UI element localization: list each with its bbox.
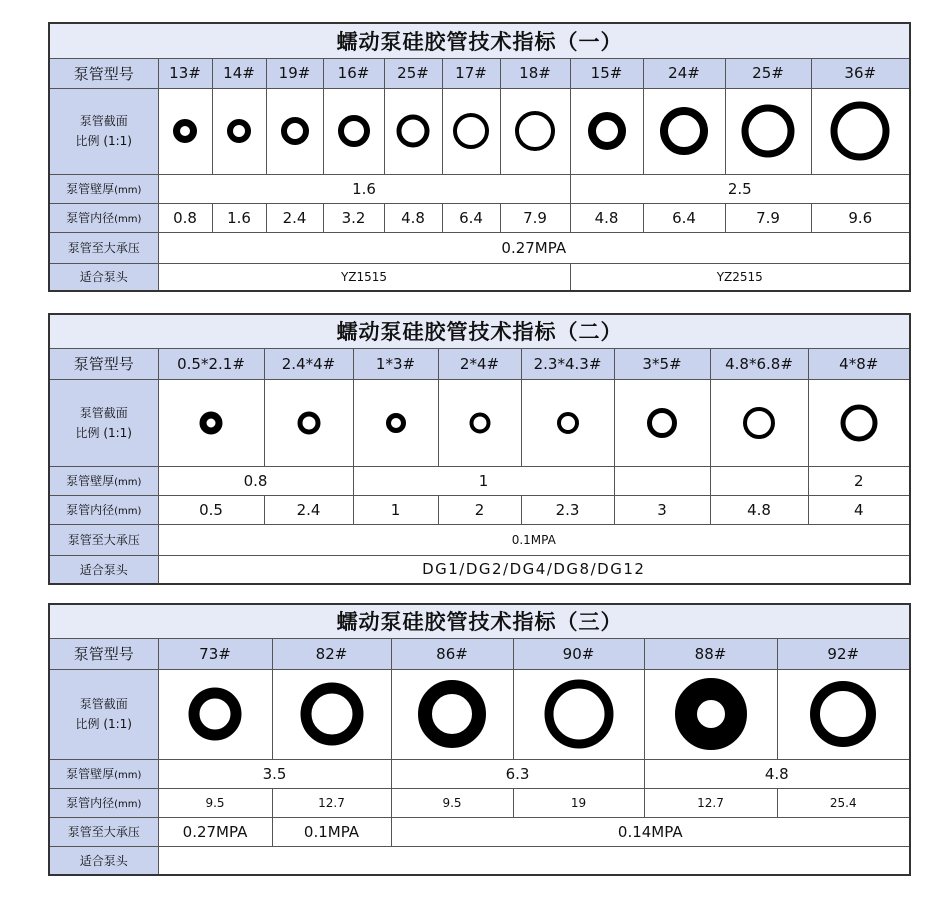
- tube-cross-section: [295, 409, 323, 437]
- tube-cross-section: [808, 679, 878, 749]
- wall-value: 4.8: [644, 759, 910, 788]
- inner-value: 2.4: [266, 203, 323, 232]
- tube-cross-section: [335, 112, 373, 150]
- pumphead-value: YZ1515: [158, 263, 570, 291]
- row-label-pressure: 泵管至大承压: [49, 524, 158, 555]
- model-cell: 88#: [644, 638, 777, 669]
- tube-cross-section: [512, 108, 558, 154]
- inner-label: 泵管内径: [66, 211, 115, 225]
- tube-cross-section: [298, 680, 366, 748]
- model-cell: 1*3#: [353, 348, 438, 379]
- pumphead-value: YZ2515: [570, 263, 910, 291]
- cross-section-cell: [158, 669, 272, 759]
- model-cell: 4*8#: [808, 348, 910, 379]
- inner-value: 2: [438, 495, 521, 524]
- cross-section-cell: [644, 669, 777, 759]
- section-label-line2: 比例 (1:1): [75, 717, 132, 731]
- model-cell: 2*4#: [438, 348, 521, 379]
- inner-value: 25.4: [777, 788, 910, 817]
- inner-value: 0.8: [158, 203, 212, 232]
- inner-value: 12.7: [644, 788, 777, 817]
- row-label-model: 泵管型号: [49, 638, 158, 669]
- row-label-pumphead: 适合泵头: [49, 263, 158, 291]
- section-label-line1: 泵管截面: [79, 697, 128, 711]
- inner-value: 19: [513, 788, 644, 817]
- pressure-value: 0.27MPA: [158, 817, 272, 846]
- tube-cross-section: [186, 685, 244, 743]
- tube-cross-section: [450, 110, 492, 152]
- cross-section-cell: [158, 379, 264, 466]
- model-cell: 36#: [811, 58, 910, 88]
- unit-label: (mm): [114, 214, 142, 225]
- cross-section-cell: [513, 669, 644, 759]
- model-cell: 2.3*4.3#: [521, 348, 614, 379]
- inner-value: 4.8: [384, 203, 442, 232]
- inner-value: 2.4: [264, 495, 353, 524]
- unit-label: (mm): [114, 185, 142, 196]
- cross-section-cell: [266, 88, 323, 174]
- cross-section-cell: [570, 88, 643, 174]
- model-cell: 2.4*4#: [264, 348, 353, 379]
- unit-label: (mm): [114, 477, 142, 488]
- table-title: 蠕动泵硅胶管技术指标（三）: [49, 604, 910, 638]
- tube-cross-section: [838, 402, 880, 444]
- row-label-wall: [49, 466, 158, 495]
- cross-section-cell: [643, 88, 725, 174]
- tube-cross-section: [384, 411, 408, 435]
- model-cell: 14#: [212, 58, 266, 88]
- row-label-section: [49, 669, 158, 759]
- model-cell: 24#: [643, 58, 725, 88]
- inner-value: 0.5: [158, 495, 264, 524]
- inner-value: 6.4: [442, 203, 500, 232]
- wall-value: 6.3: [391, 759, 644, 788]
- model-cell: 13#: [158, 58, 212, 88]
- cross-section-cell: [777, 669, 910, 759]
- cross-section-cell: [272, 669, 391, 759]
- row-label-model: 泵管型号: [49, 58, 158, 88]
- tube-cross-section: [738, 101, 798, 161]
- row-label-inner: [49, 495, 158, 524]
- cross-section-cell: [438, 379, 521, 466]
- model-cell: 15#: [570, 58, 643, 88]
- model-cell: 3*5#: [614, 348, 710, 379]
- tube-cross-section: [542, 677, 616, 751]
- inner-label: 泵管内径: [66, 796, 115, 810]
- tube-cross-section: [656, 103, 712, 159]
- tube-cross-section: [585, 109, 629, 153]
- inner-value: 3: [614, 495, 710, 524]
- cross-section-cell: [710, 379, 808, 466]
- model-cell: 18#: [500, 58, 570, 88]
- pressure-value: 0.14MPA: [391, 817, 910, 846]
- cross-section-cell: [264, 379, 353, 466]
- cross-section-cell: [158, 88, 212, 174]
- model-cell: 90#: [513, 638, 644, 669]
- spec-table-3: [48, 603, 911, 876]
- inner-value: 4: [808, 495, 910, 524]
- pressure-value: 0.1MPA: [272, 817, 391, 846]
- table-title: 蠕动泵硅胶管技术指标（一）: [49, 23, 910, 58]
- cross-section-cell: [442, 88, 500, 174]
- wall-label: 泵管壁厚: [66, 474, 115, 488]
- spec-table-2: [48, 313, 911, 585]
- unit-label: (mm): [114, 770, 142, 781]
- inner-value: 12.7: [272, 788, 391, 817]
- model-cell: 73#: [158, 638, 272, 669]
- tube-cross-section: [467, 410, 493, 436]
- inner-value: 7.9: [725, 203, 811, 232]
- tube-cross-section: [278, 114, 312, 148]
- section-label-line1: 泵管截面: [79, 114, 128, 128]
- tube-cross-section: [393, 111, 433, 151]
- row-label-section: [49, 379, 158, 466]
- unit-label: (mm): [114, 799, 142, 810]
- inner-value: 6.4: [643, 203, 725, 232]
- inner-value: 1.6: [212, 203, 266, 232]
- model-cell: 25#: [384, 58, 442, 88]
- cross-section-cell: [614, 379, 710, 466]
- model-cell: 25#: [725, 58, 811, 88]
- pumphead-value: [158, 846, 910, 875]
- row-label-pressure: 泵管至大承压: [49, 232, 158, 263]
- inner-value: 3.2: [323, 203, 384, 232]
- spec-table-1: [48, 22, 911, 292]
- cross-section-cell: [500, 88, 570, 174]
- row-label-pumphead: 适合泵头: [49, 846, 158, 875]
- pressure-value: 0.1MPA: [158, 524, 910, 555]
- wall-value: 2: [808, 466, 910, 495]
- inner-value: 1: [353, 495, 438, 524]
- tube-cross-section: [555, 410, 581, 436]
- model-cell: 82#: [272, 638, 391, 669]
- cross-section-cell: [212, 88, 266, 174]
- cross-section-cell: [323, 88, 384, 174]
- row-label-wall: [49, 174, 158, 203]
- inner-value: 9.5: [158, 788, 272, 817]
- pumphead-value: DG1/DG2/DG4/DG8/DG12: [158, 555, 910, 584]
- tube-cross-section: [416, 678, 488, 750]
- tube-cross-section: [827, 98, 893, 164]
- cross-section-cell: [384, 88, 442, 174]
- table-title: 蠕动泵硅胶管技术指标（二）: [49, 314, 910, 348]
- tube-cross-section: [645, 406, 679, 440]
- model-cell: 92#: [777, 638, 910, 669]
- section-label-line2: 比例 (1:1): [75, 134, 132, 148]
- row-label-model: 泵管型号: [49, 348, 158, 379]
- row-label-inner: [49, 203, 158, 232]
- tube-cross-section: [674, 677, 748, 751]
- cross-section-cell: [353, 379, 438, 466]
- model-cell: 16#: [323, 58, 384, 88]
- inner-value: 4.8: [570, 203, 643, 232]
- wall-value: 3.5: [158, 759, 391, 788]
- pressure-value: 0.27MPA: [158, 232, 910, 263]
- section-label-line2: 比例 (1:1): [75, 425, 132, 440]
- cross-section-cell: [808, 379, 910, 466]
- cross-section-cell: [725, 88, 811, 174]
- row-label-inner: [49, 788, 158, 817]
- cross-section-cell: [391, 669, 513, 759]
- tube-cross-section: [224, 116, 254, 146]
- model-cell: 19#: [266, 58, 323, 88]
- wall-value: 0.8: [158, 466, 353, 495]
- inner-value: 4.8: [710, 495, 808, 524]
- inner-value: 2.3: [521, 495, 614, 524]
- row-label-pumphead: 适合泵头: [49, 555, 158, 584]
- model-cell: 0.5*2.1#: [158, 348, 264, 379]
- section-label-line1: 泵管截面: [79, 405, 128, 420]
- inner-value: 9.6: [811, 203, 910, 232]
- unit-label: (mm): [114, 506, 142, 517]
- row-label-section: [49, 88, 158, 174]
- inner-value: 9.5: [391, 788, 513, 817]
- row-label-wall: [49, 759, 158, 788]
- inner-label: 泵管内径: [66, 503, 115, 517]
- wall-value: [614, 466, 710, 495]
- model-cell: 17#: [442, 58, 500, 88]
- model-cell: 86#: [391, 638, 513, 669]
- wall-label: 泵管壁厚: [66, 182, 115, 196]
- model-cell: 4.8*6.8#: [710, 348, 808, 379]
- wall-value: 1: [353, 466, 614, 495]
- row-label-pressure: 泵管至大承压: [49, 817, 158, 846]
- tube-cross-section: [170, 116, 200, 146]
- inner-value: 7.9: [500, 203, 570, 232]
- wall-label: 泵管壁厚: [66, 767, 115, 781]
- wall-value: 1.6: [158, 174, 570, 203]
- wall-value: 2.5: [570, 174, 910, 203]
- tube-cross-section: [741, 405, 777, 441]
- cross-section-cell: [521, 379, 614, 466]
- tube-cross-section: [197, 409, 225, 437]
- cross-section-cell: [811, 88, 910, 174]
- wall-value: [710, 466, 808, 495]
